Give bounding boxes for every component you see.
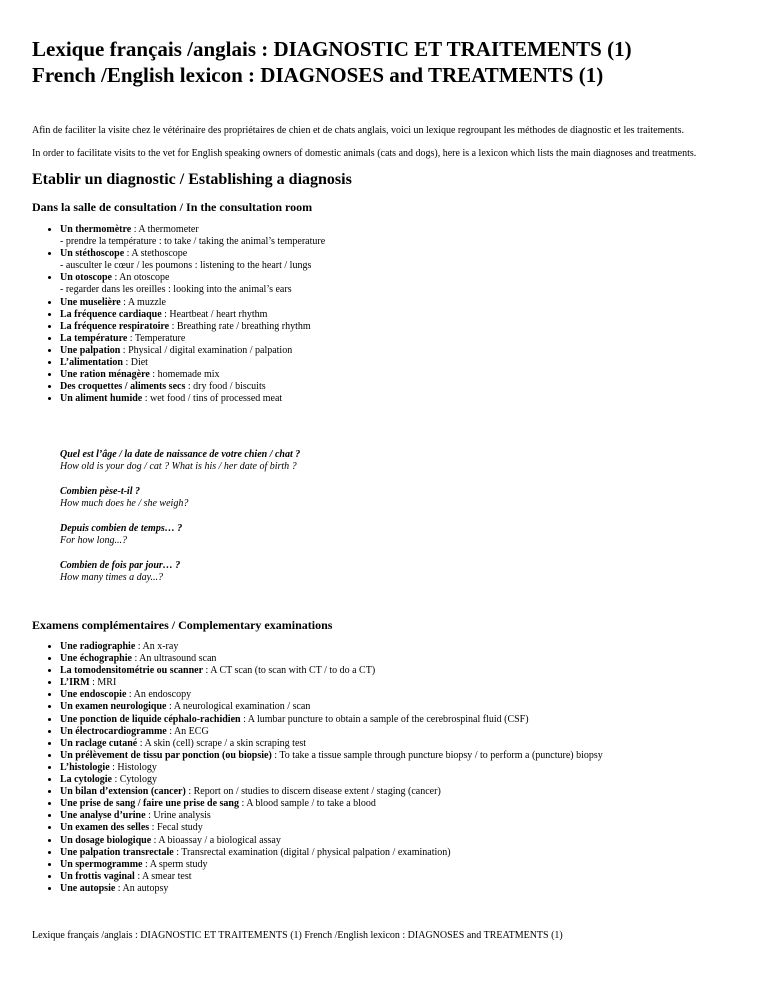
term-fr: Une prise de sang / faire une prise de sang xyxy=(60,798,239,810)
term-en: : Physical / digital examination / palpation xyxy=(120,344,293,356)
term-fr: Un stéthoscope xyxy=(60,248,125,260)
term-fr: Une ponction de liquide céphalo-rachidien xyxy=(60,713,241,725)
question-fr: Combien de fois par jour… ? xyxy=(60,560,181,571)
list-item xyxy=(60,871,760,883)
question-list xyxy=(60,449,660,597)
list-item xyxy=(60,393,760,405)
consultation-term-list xyxy=(46,224,760,405)
term-en: : MRI xyxy=(89,677,117,689)
section-heading-diagnosis: Etablir un diagnostic / Establishing a diagnosis xyxy=(32,171,352,188)
term-fr: Une ration ménagère xyxy=(60,369,150,381)
term-fr: La cytologie xyxy=(60,774,112,786)
term-fr: Un thermomètre xyxy=(60,224,132,235)
list-item xyxy=(60,381,760,393)
exam-term-list xyxy=(46,641,760,895)
list-item xyxy=(60,333,760,345)
term-en: : An ECG xyxy=(166,725,209,737)
list-item xyxy=(60,835,760,847)
term-en: : A thermometer xyxy=(131,224,199,235)
term-en: : Urine analysis xyxy=(145,810,211,822)
term-fr: La tomodensitométrie ou scanner xyxy=(60,665,204,677)
list-item xyxy=(60,883,760,895)
term-fr: Un prélèvement de tissu par ponction (ou biopsie) xyxy=(60,749,272,761)
term-en: : Diet xyxy=(122,357,148,369)
term-fr: Une analyse d’urine xyxy=(60,810,146,822)
term-en: : Report on / studies to discern disease extent / staging (cancer) xyxy=(185,786,441,798)
question-item xyxy=(60,523,660,547)
term-en: : A stethoscope xyxy=(124,248,188,260)
list-item xyxy=(60,248,760,272)
term-en: : Breathing rate / breathing rhythm xyxy=(169,320,311,332)
term-en: : Transrectal examination (digital / physical palpation / examination) xyxy=(173,846,451,858)
list-item xyxy=(60,369,760,381)
term-en: : An autopsy xyxy=(115,882,169,894)
page-title xyxy=(32,36,752,88)
list-item xyxy=(60,321,760,333)
page-footer: Lexique français /anglais : DIAGNOSTIC ET TRAITEMENTS (1) French /English lexicon : DIAGNOSES and TREATMENTS (1) xyxy=(32,930,563,941)
question-fr: Quel est l’âge / la date de naissance de votre chien / chat ? xyxy=(60,449,301,460)
question-item xyxy=(60,486,660,510)
term-fr: Une échographie xyxy=(60,653,132,665)
term-en: : wet food / tins of processed meat xyxy=(142,393,283,405)
list-item xyxy=(60,653,760,665)
term-en: : An x-ray xyxy=(135,641,179,652)
term-fr: Un otoscope xyxy=(60,272,112,284)
intro-paragraph-en: In order to facilitate visits to the vet for English speaking owners of domestic animals (cats and dogs), here is a lexicon which lists the main diagnoses and treatments. xyxy=(32,148,697,159)
term-en: : dry food / biscuits xyxy=(185,381,266,393)
question-item xyxy=(60,560,660,584)
list-item xyxy=(60,272,760,296)
term-en: : A smear test xyxy=(134,870,192,882)
term-fr: Un bilan d’extension (cancer) xyxy=(60,786,186,798)
term-en: : A lumbar puncture to obtain a sample of the cerebrospinal fluid (CSF) xyxy=(240,713,529,725)
list-item xyxy=(60,786,760,798)
list-item xyxy=(60,689,760,701)
subheading-consultation-room: Dans la salle de consultation / In the consultation room xyxy=(32,200,313,214)
question-item xyxy=(60,449,660,473)
term-en: : A neurological examination / scan xyxy=(166,701,311,713)
term-en: : An endoscopy xyxy=(126,689,192,701)
term-fr: L’histologie xyxy=(60,761,110,773)
list-item xyxy=(60,762,760,774)
term-en: : Fecal study xyxy=(149,822,203,834)
list-item xyxy=(60,701,760,713)
list-item xyxy=(60,738,760,750)
term-fr: Un spermogramme xyxy=(60,858,143,870)
list-item xyxy=(60,357,760,369)
question-fr: Depuis combien de temps… ? xyxy=(60,523,183,534)
term-fr: Un dosage biologique xyxy=(60,834,152,846)
term-en: : A skin (cell) scrape / a skin scraping test xyxy=(137,737,307,749)
term-fr: La température xyxy=(60,332,128,344)
list-item xyxy=(60,297,760,309)
term-subnote: - prendre la température : to take / taking the animal’s temperature xyxy=(60,236,326,248)
term-fr: Un examen des selles xyxy=(60,822,150,834)
term-en: : An ultrasound scan xyxy=(131,653,217,665)
term-fr: Une autopsie xyxy=(60,882,116,894)
list-item xyxy=(60,665,760,677)
term-fr: Un examen neurologique xyxy=(60,701,167,713)
list-item xyxy=(60,345,760,357)
term-en: : A bioassay / a biological assay xyxy=(151,834,281,846)
list-item xyxy=(60,677,760,689)
list-item xyxy=(60,810,760,822)
list-item xyxy=(60,726,760,738)
list-item xyxy=(60,847,760,859)
term-fr: Une endoscopie xyxy=(60,689,127,701)
list-item xyxy=(60,774,760,786)
term-subnote: - ausculter le cœur / les poumons : listening to the heart / lungs xyxy=(60,260,312,272)
term-en: : Heartbeat / heart rhythm xyxy=(161,308,268,320)
term-en: : Histology xyxy=(109,761,157,773)
term-fr: L’alimentation xyxy=(60,357,123,369)
list-item xyxy=(60,859,760,871)
title-line-fr: Lexique français /anglais : DIAGNOSTIC ET TRAITEMENTS (1) xyxy=(32,37,632,61)
question-en: How much does he / she weigh? xyxy=(60,498,189,509)
term-en: : A blood sample / to take a blood xyxy=(239,798,376,810)
term-fr: Un aliment humide xyxy=(60,393,143,405)
term-fr: Des croquettes / aliments secs xyxy=(60,381,186,393)
term-en: : A CT scan (to scan with CT / to do a CT) xyxy=(203,665,376,677)
subheading-complementary-exams: Examens complémentaires / Complementary examinations xyxy=(32,618,333,632)
term-fr: La fréquence cardiaque xyxy=(60,308,162,320)
question-en: How many times a day...? xyxy=(60,572,164,583)
list-item xyxy=(60,798,760,810)
list-item xyxy=(60,822,760,834)
term-en: : To take a tissue sample through puncture biopsy / to perform a (puncture) biopsy xyxy=(271,749,603,761)
title-line-en: French /English lexicon : DIAGNOSES and TREATMENTS (1) xyxy=(32,63,604,87)
list-item xyxy=(60,309,760,321)
question-en: How old is your dog / cat ? What is his / her date of birth ? xyxy=(60,461,297,472)
question-fr: Combien pèse-t-il ? xyxy=(60,486,140,497)
term-en: : homemade mix xyxy=(149,369,220,381)
list-item xyxy=(60,224,760,248)
term-en: : An otoscope xyxy=(111,272,170,284)
term-fr: Une muselière xyxy=(60,296,121,308)
term-en: : Temperature xyxy=(127,332,186,344)
list-item xyxy=(60,714,760,726)
term-fr: Un frottis vaginal xyxy=(60,870,135,882)
term-fr: Une palpation transrectale xyxy=(60,846,174,858)
term-subnote: - regarder dans les oreilles : looking into the animal’s ears xyxy=(60,284,292,296)
question-en: For how long...? xyxy=(60,535,127,546)
list-item xyxy=(60,641,760,653)
term-en: : A sperm study xyxy=(142,858,208,870)
term-en: : Cytology xyxy=(111,774,157,786)
list-item xyxy=(60,750,760,762)
intro-paragraph-fr: Afin de faciliter la visite chez le vétérinaire des propriétaires de chien et de chats anglais, voici un lexique regroupant les méthodes de diagnostic et les traitements. xyxy=(32,125,684,136)
term-fr: Un électrocardiogramme xyxy=(60,725,167,737)
term-en: : A muzzle xyxy=(120,296,166,308)
term-fr: Une radiographie xyxy=(60,641,136,652)
term-fr: Un raclage cutané xyxy=(60,737,138,749)
term-fr: L’IRM xyxy=(60,677,90,689)
term-fr: Une palpation xyxy=(60,344,121,356)
term-fr: La fréquence respiratoire xyxy=(60,320,170,332)
